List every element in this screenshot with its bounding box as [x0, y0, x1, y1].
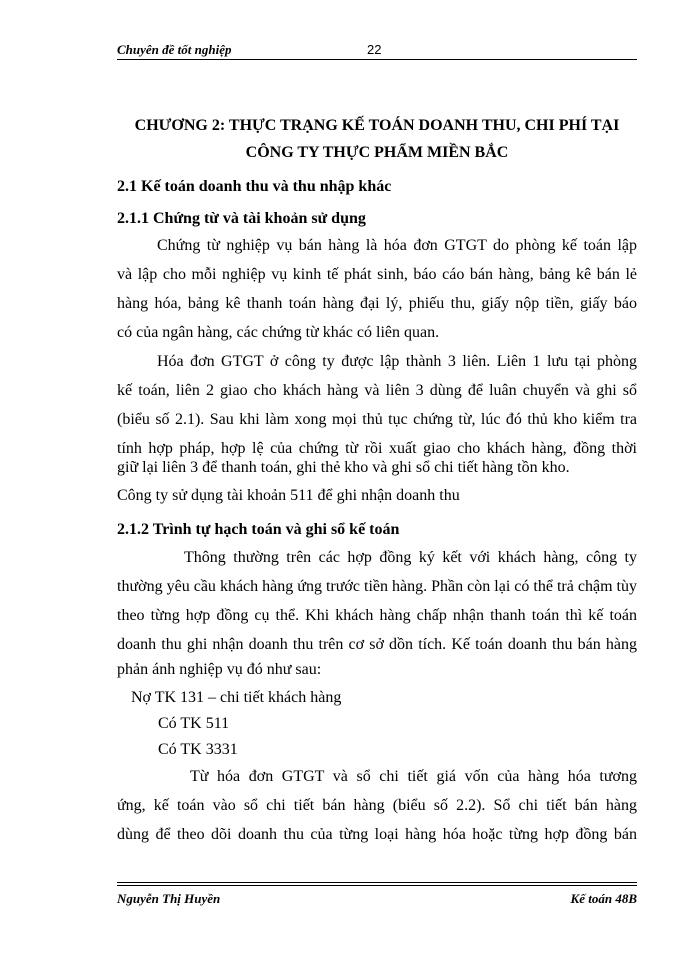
- chapter-title: [117, 112, 637, 166]
- footer-rule: [117, 882, 637, 883]
- chapter-title-line-2: CÔNG TY THỰC PHẨM MIỀN BẮC: [245, 144, 509, 161]
- paragraph-line: dùng để theo dõi doanh thu của từng loại hàng hóa hoặc từng hợp đồng bán: [117, 826, 637, 843]
- paragraph-line: giữ lại liên 3 để thanh toán, ghi thẻ kho và ghi sổ chi tiết hàng tồn kho.: [117, 459, 570, 476]
- page-header: [117, 40, 637, 60]
- paragraph-line: và lập cho mỗi nghiệp vụ kinh tế phát sinh, báo cáo bán hàng, bảng kê bán lẻ: [117, 266, 637, 283]
- journal-entry-credit: Có TK 3331: [158, 741, 238, 758]
- paragraph-line: tính hợp pháp, hợp lệ của chứng từ rồi xuất giao cho khách hàng, đồng thời: [117, 440, 637, 457]
- footer-rule: [117, 885, 637, 886]
- header-title: Chuyên đề tốt nghiệp: [117, 42, 232, 57]
- paragraph-line: Chứng từ nghiệp vụ bán hàng là hóa đơn GTGT do phòng kế toán lập: [157, 237, 637, 254]
- section-heading-2-1-2: 2.1.2 Trình tự hạch toán và ghi sổ kế toán: [117, 521, 400, 538]
- paragraph-line: ứng, kế toán vào sổ chi tiết bán hàng (biểu số 2.2). Sổ chi tiết bán hàng: [117, 797, 637, 814]
- paragraph-line: thường yêu cầu khách hàng ứng trước tiền hàng. Phần còn lại có thể trả chậm tùy: [117, 578, 637, 595]
- paragraph-line: kế toán, liên 2 giao cho khách hàng và liên 3 dùng để luân chuyển và ghi sổ: [117, 382, 637, 399]
- header-rule: [117, 59, 637, 60]
- paragraph-line: hàng hóa, bảng kê thanh toán hàng đại lý, phiếu thu, giấy nộp tiền, giấy báo: [117, 295, 637, 312]
- paragraph-line: phản ánh nghiệp vụ đó như sau:: [117, 661, 322, 678]
- journal-entry-credit: Có TK 511: [158, 715, 230, 732]
- journal-entry-debit: Nợ TK 131 – chi tiết khách hàng: [131, 689, 342, 706]
- page-number: 22: [367, 42, 382, 57]
- paragraph-line: theo từng hợp đồng cụ thể. Khi khách hàng chấp nhận thanh toán thì kế toán: [117, 607, 637, 624]
- section-heading-2-1-1: 2.1.1 Chứng từ và tài khoản sử dụng: [117, 210, 366, 227]
- section-heading-2-1: 2.1 Kế toán doanh thu và thu nhập khác: [117, 178, 392, 195]
- footer-author: Nguyễn Thị Huyền: [117, 891, 221, 906]
- paragraph-line: (biểu số 2.1). Sau khi làm xong mọi thủ tục chứng từ, lúc đó thủ kho kiểm tra: [117, 411, 637, 428]
- chapter-title-line-1: CHƯƠNG 2: THỰC TRẠNG KẾ TOÁN DOANH THU, CHI PHÍ TẠI: [134, 117, 620, 134]
- paragraph-line: Từ hóa đơn GTGT và sổ chi tiết giá vốn của hàng hóa tương: [190, 768, 637, 785]
- paragraph-line: doanh thu ghi nhận doanh thu trên cơ sở dồn tích. Kế toán doanh thu bán hàng: [117, 636, 637, 653]
- paragraph-line: Công ty sử dụng tài khoản 511 để ghi nhận doanh thu: [117, 487, 460, 504]
- footer-class: Kế toán 48B: [570, 891, 637, 906]
- paragraph-line: có của ngân hàng, các chứng từ khác có liên quan.: [117, 324, 440, 341]
- paragraph-line: Thông thường trên các hợp đồng ký kết với khách hàng, công ty: [184, 549, 637, 566]
- page-footer: [117, 882, 637, 912]
- paragraph-line: Hóa đơn GTGT ở công ty được lập thành 3 liên. Liên 1 lưu tại phòng: [157, 353, 637, 370]
